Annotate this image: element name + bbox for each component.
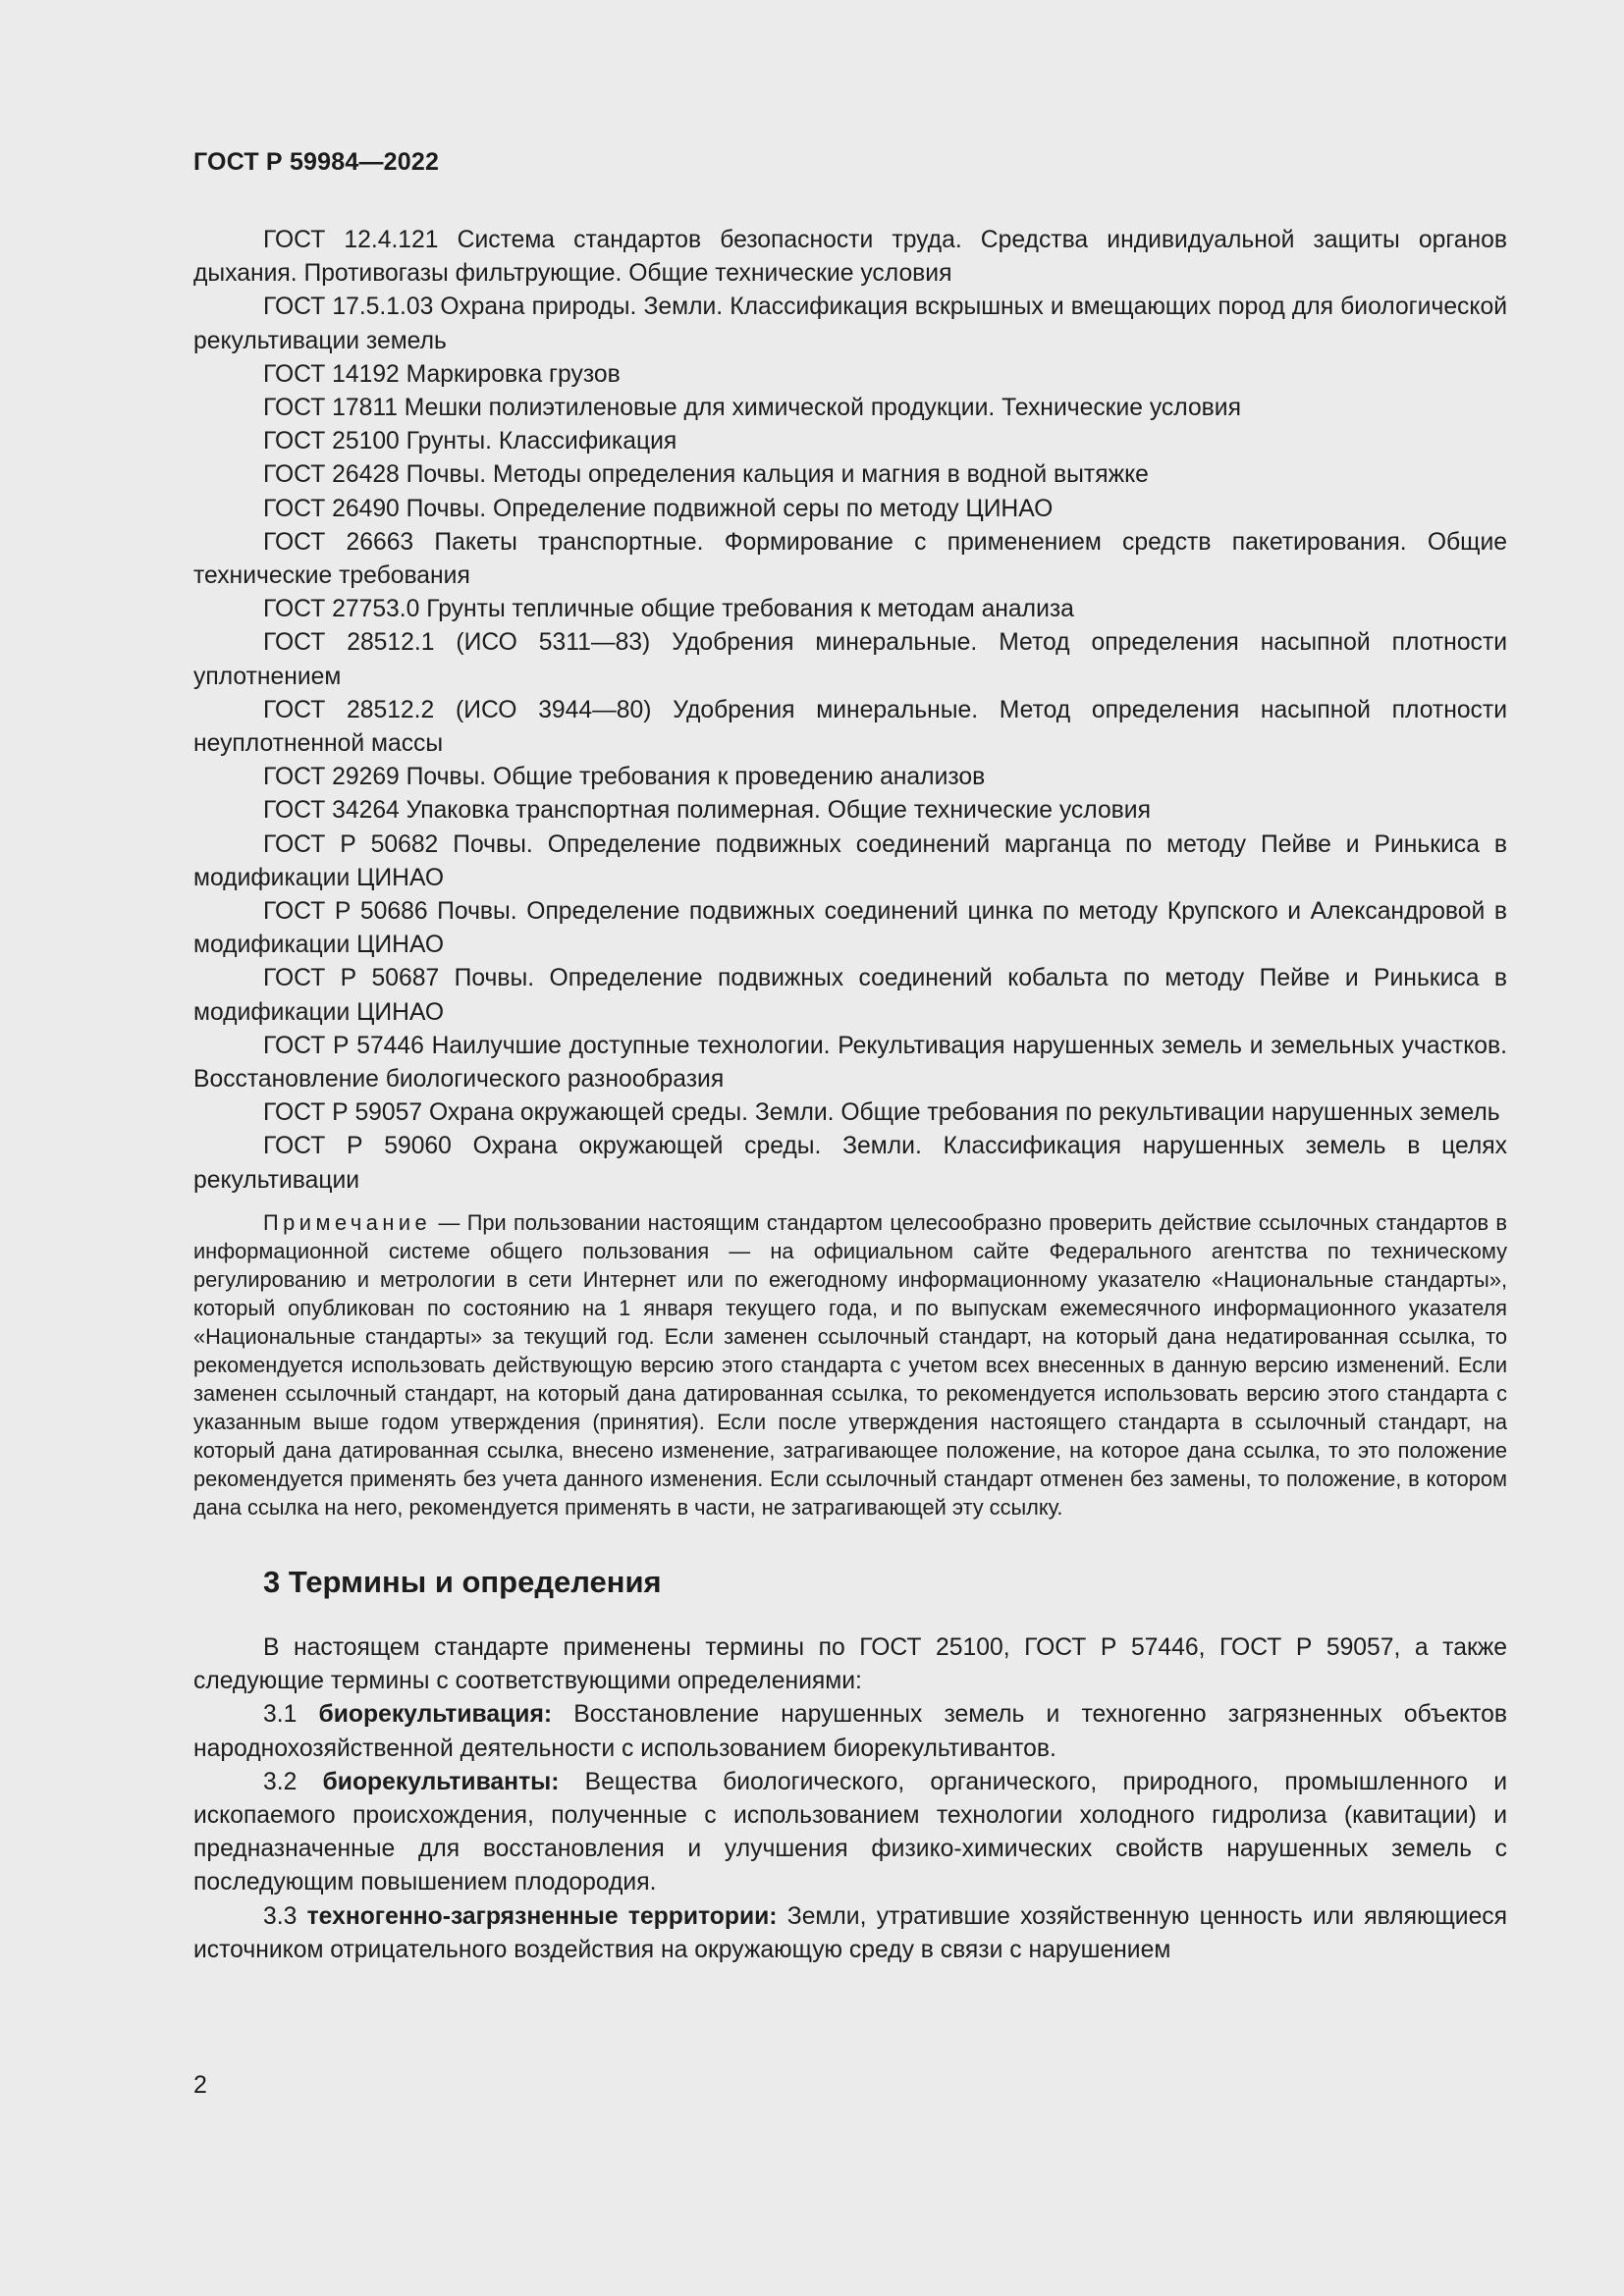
term-number: 3.2 <box>263 1768 298 1795</box>
reference-entry: ГОСТ 26428 Почвы. Методы определения кальция и магния в водной вытяжке <box>263 461 1149 489</box>
reference-entry: ГОСТ 25100 Грунты. Классификация <box>263 428 677 455</box>
note-text: — При пользовании настоящим стандартом целесообразно проверить действие ссылочных стандартов в информационной системе общего пользования — на официальном сайте Федерального агентства по техническому регулированию и метрологии в сети Интернет или по ежегодному информационному указателю «Национальные стандарты», который опубликован по состоянию на 1 января текущего года, и по выпускам ежемесячного информационного указателя «Национальные стандарты» за текущий год. Если заменен ссылочный стандарт, на который дана недатированная ссылка, то рекомендуется использовать действующую версию этого стандарта с учетом всех внесенных в данную версию изменений. Если заменен ссылочный стандарт, на который дана датированная ссылка, то рекомендуется использовать версию этого стандарта с указанным выше годом утверждения (принятия). Если после утверждения настоящего стандарта в ссылочный стандарт, на который дана датированная ссылка, внесено изменение, затрагивающее положение, на которое дана ссылка, то это положение рекомендуется применять без учета данного изменения. Если ссылочный стандарт отменен без замены, то положение, в котором дана ссылка на него, рекомендуется применять в части, не затрагивающей эту ссылку. <box>193 1209 1507 1520</box>
reference-entry: ГОСТ Р 59057 Охрана окружающей среды. Земли. Общие требования по рекультивации нарушенных земель <box>263 1099 1500 1127</box>
reference-entry: ГОСТ Р 50686 Почвы. Определение подвижных соединений цинка по методу Крупского и Александровой в модификации ЦИНАО <box>193 898 1507 959</box>
term-name: биорекультивация: <box>318 1701 553 1729</box>
normative-references <box>193 224 1507 1198</box>
term-name: биорекультиванты: <box>322 1768 560 1795</box>
reference-entry: ГОСТ Р 50687 Почвы. Определение подвижных соединений кобальта по методу Пейве и Ринькиса в модификации ЦИНАО <box>193 965 1507 1026</box>
reference-entry: ГОСТ 12.4.121 Система стандартов безопасности труда. Средства индивидуальной защиты органов дыхания. Противогазы фильтрующие. Общие технические условия <box>193 227 1507 288</box>
term-text: Вещества биологического, органического, природного, промышленного и ископаемого происхождения, полученные с использованием технологии холодного гидролиза (кавитации) и предназначенные для восстановления и улучшения физико-химических свойств нарушенных земель с последующим повышением плодородия. <box>193 1768 1507 1896</box>
document-header: ГОСТ Р 59984—2022 <box>193 148 440 176</box>
reference-entry: ГОСТ 17811 Мешки полиэтиленовые для химической продукции. Технические условия <box>263 395 1241 422</box>
reference-entry: ГОСТ Р 50682 Почвы. Определение подвижных соединений марганца по методу Пейве и Ринькиса в модификации ЦИНАО <box>193 830 1507 891</box>
reference-entry: ГОСТ 17.5.1.03 Охрана природы. Земли. Классификация вскрышных и вмещающих пород для биологической рекультивации земель <box>193 294 1507 354</box>
terms-list <box>193 1698 1507 1967</box>
reference-entry: ГОСТ 28512.1 (ИСО 5311—83) Удобрения минеральные. Метод определения насыпной плотности уплотнением <box>193 629 1507 690</box>
term-name: техногенно-загрязненные территории: <box>306 1902 778 1930</box>
reference-entry: ГОСТ 26490 Почвы. Определение подвижной серы по методу ЦИНАО <box>263 495 1054 522</box>
reference-entry: ГОСТ 14192 Маркировка грузов <box>263 360 621 388</box>
section-heading: 3 Термины и определения <box>263 1564 662 1599</box>
term-text: Восстановление нарушенных земель и техногенно загрязненных объектов народнохозяйственной деятельности с использованием биорекультивантов. <box>193 1701 1508 1762</box>
term-definition <box>193 1900 1507 1967</box>
note-paragraph <box>193 1208 1507 1522</box>
reference-entry: ГОСТ Р 57446 Наилучшие доступные технологии. Рекультивация нарушенных земель и земельных участков. Восстановление биологического разнообразия <box>193 1032 1507 1094</box>
page-body <box>193 224 1507 1967</box>
reference-entry: ГОСТ 34264 Упаковка транспортная полимерная. Общие технические условия <box>263 797 1151 825</box>
reference-entry: ГОСТ 27753.0 Грунты тепличные общие требования к методам анализа <box>263 596 1074 623</box>
term-definition <box>193 1766 1507 1900</box>
section-intro: В настоящем стандарте применены термины по ГОСТ 25100, ГОСТ Р 57446, ГОСТ Р 59057, а также следующие термины с соответствующими определениями: <box>193 1633 1507 1695</box>
term-definition <box>193 1698 1507 1765</box>
note-label: Примечание <box>263 1209 432 1235</box>
reference-entry: ГОСТ Р 59060 Охрана окружающей среды. Земли. Классификация нарушенных земель в целях рекультивации <box>193 1133 1507 1194</box>
reference-entry: ГОСТ 29269 Почвы. Общие требования к проведению анализов <box>263 764 986 791</box>
term-number: 3.3 <box>263 1902 298 1930</box>
reference-entry: ГОСТ 28512.2 (ИСО 3944—80) Удобрения минеральные. Метод определения насыпной плотности неуплотненной массы <box>193 696 1507 758</box>
reference-entry: ГОСТ 26663 Пакеты транспортные. Формирование с применением средств пакетирования. Общие технические требования <box>193 528 1507 590</box>
page-number: 2 <box>193 2071 207 2099</box>
term-number: 3.1 <box>263 1701 298 1729</box>
term-text: Земли, утратившие хозяйственную ценность или являющиеся источником отрицательного воздействия на окружающую среду в связи с нарушением <box>193 1902 1508 1963</box>
